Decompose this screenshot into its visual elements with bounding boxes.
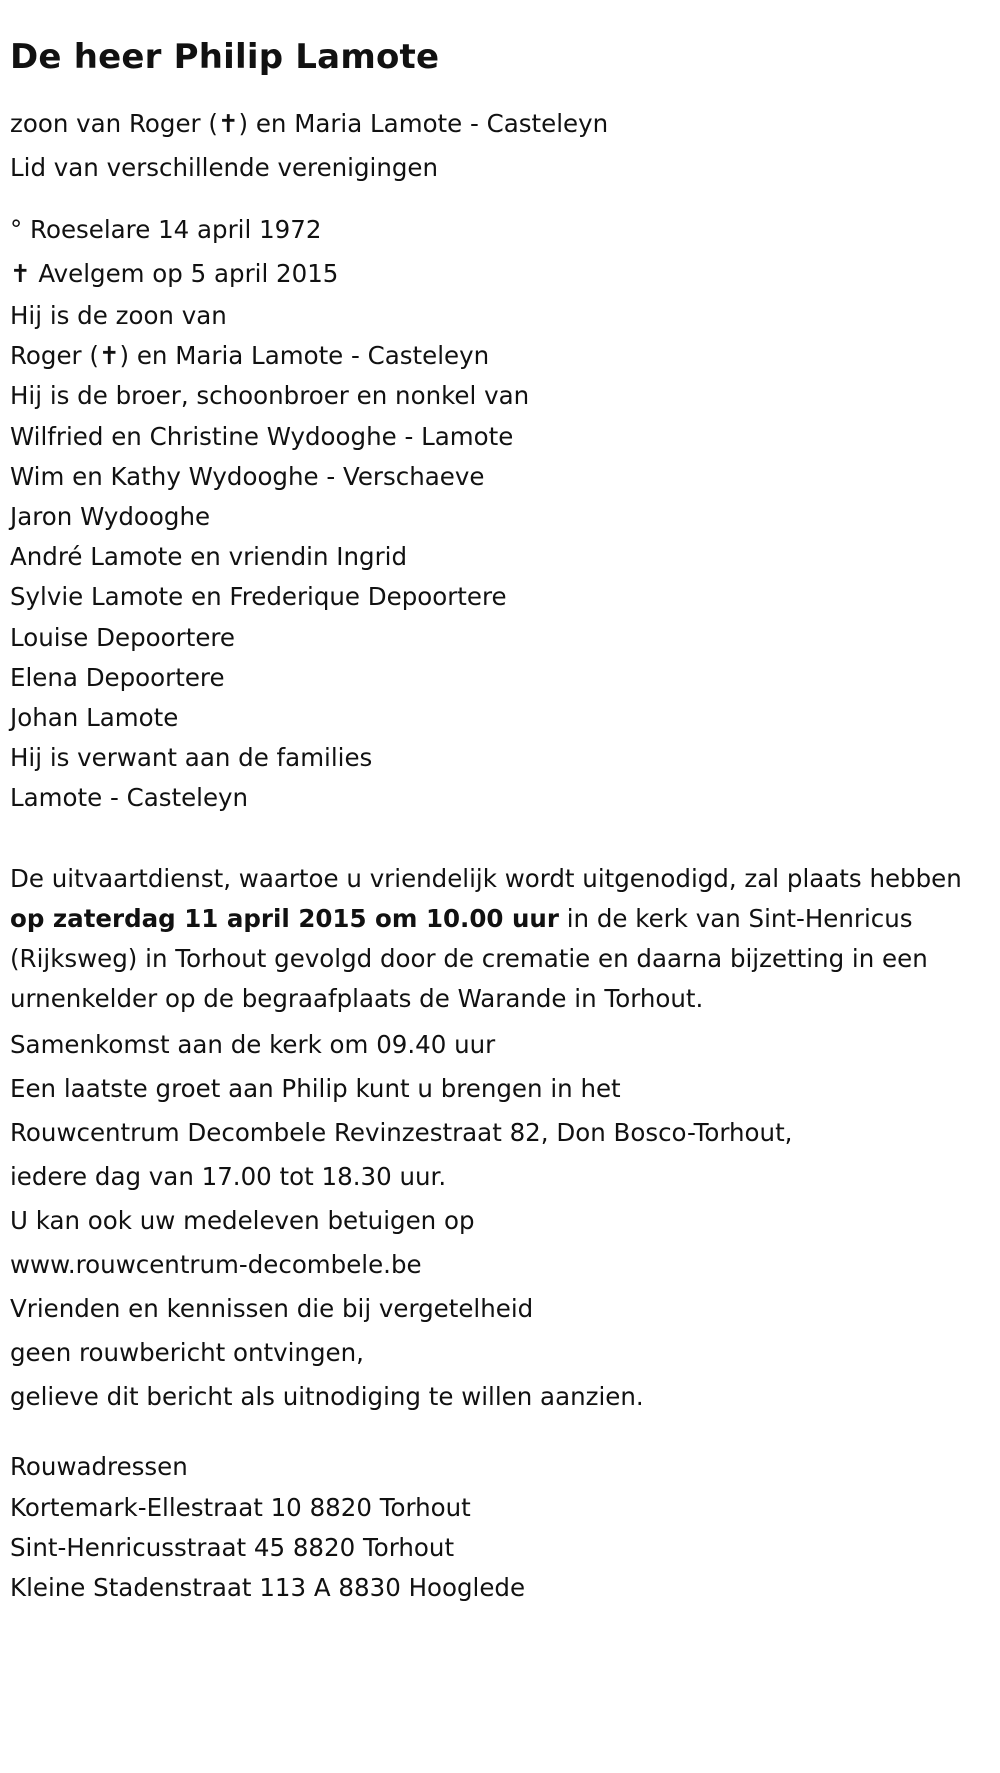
spacer <box>10 819 1000 859</box>
page-title: De heer Philip Lamote <box>10 37 440 77</box>
service-paragraph <box>10 859 1000 1020</box>
detail-line: U kan ook uw medeleven betuigen op <box>10 1206 475 1236</box>
address-line: Kleine Stadenstraat 113 A 8830 Hooglede <box>10 1573 526 1603</box>
family-line: André Lamote en vriendin Ingrid <box>10 542 408 572</box>
dates-block <box>10 208 1000 296</box>
detail-line: gelieve dit bericht als uitnodiging te willen aanzien. <box>10 1382 644 1412</box>
family-line: Hij is de zoon van <box>10 301 227 330</box>
parents-line: zoon van Roger (✝) en Maria Lamote - Casteleyn <box>10 109 609 138</box>
family-line: Wim en Kathy Wydooghe - Verschaeve <box>10 461 485 491</box>
family-line: Louise Depoortere <box>10 622 235 652</box>
family-line: Johan Lamote <box>10 703 179 733</box>
service-date-bold: op zaterdag 11 april 2015 om 10.00 uur <box>10 903 559 933</box>
detail-line: geen rouwbericht ontvingen, <box>10 1338 364 1368</box>
address-line: Kortemark-Ellestraat 10 8820 Torhout <box>10 1492 471 1522</box>
family-line: Sylvie Lamote en Frederique Depoortere <box>10 582 507 612</box>
service-text-pre: De uitvaartdienst, waartoe u vriendelijk wordt uitgenodigd, zal plaats hebben <box>10 863 962 893</box>
address-line: Sint-Henricusstraat 45 8820 Torhout <box>10 1532 455 1562</box>
detail-line: Een laatste groet aan Philip kunt u brengen in het <box>10 1074 621 1104</box>
website-link[interactable]: www.rouwcentrum-decombele.be <box>10 1250 422 1280</box>
birth-line: ° Roeselare 14 april 1972 <box>10 215 322 244</box>
intro-block <box>10 102 1000 190</box>
visiting-hours-line: iedere dag van 17.00 tot 18.30 uur. <box>10 1162 447 1192</box>
family-line: Lamote - Casteleyn <box>10 783 249 813</box>
addresses-block <box>10 1447 1000 1608</box>
spacer <box>10 1419 1000 1447</box>
service-text-post: in de kerk van Sint-Henricus (Rijksweg) in Torhout gevolgd door de crematie en daarna bijzetting in een urnenkelder op de begraafplaats de Warande in Torhout. <box>10 903 928 1014</box>
detail-line: Vrienden en kennissen die bij vergetelheid <box>10 1294 534 1324</box>
family-line: Hij is verwant aan de families <box>10 743 373 773</box>
family-line: Hij is de broer, schoonbroer en nonkel van <box>10 381 530 411</box>
death-line: ✝ Avelgem op 5 april 2015 <box>10 259 339 288</box>
family-line: Jaron Wydooghe <box>10 502 211 532</box>
family-line: Elena Depoortere <box>10 662 225 692</box>
family-list <box>10 296 1000 819</box>
details-block <box>10 1023 1000 1419</box>
funeral-home-line: Rouwcentrum Decombele Revinzestraat 82, Don Bosco-Torhout, <box>10 1118 793 1148</box>
membership-line: Lid van verschillende verenigingen <box>10 153 439 182</box>
family-line: Roger (✝) en Maria Lamote - Casteleyn <box>10 341 490 371</box>
gathering-line: Samenkomst aan de kerk om 09.40 uur <box>10 1030 496 1060</box>
family-line: Wilfried en Christine Wydooghe - Lamote <box>10 421 514 451</box>
addresses-heading: Rouwadressen <box>10 1452 188 1482</box>
spacer <box>10 190 1000 208</box>
